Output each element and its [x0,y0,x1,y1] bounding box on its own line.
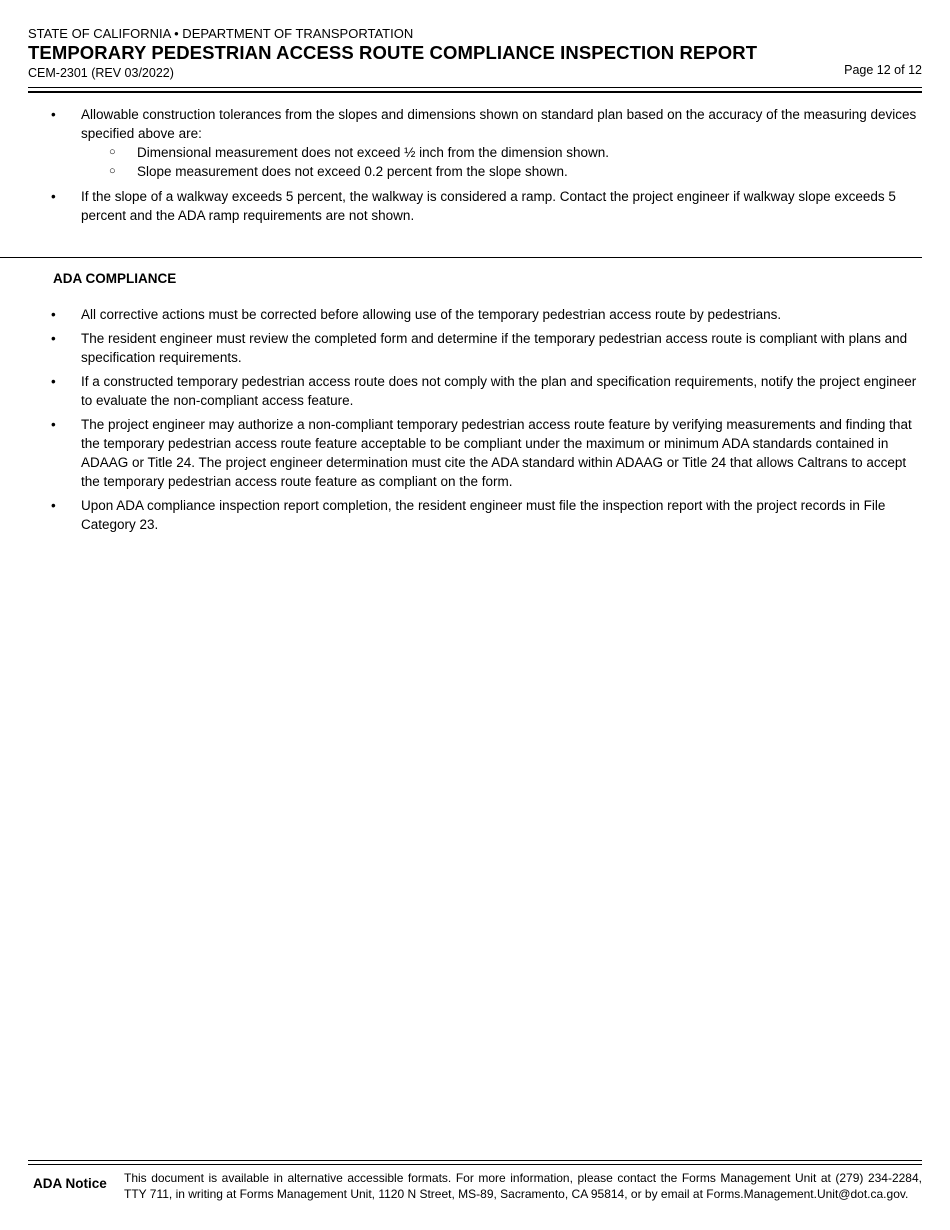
circle-bullet-icon: ○ [109,146,116,158]
section-heading: ADA COMPLIANCE [53,271,177,286]
list-item [28,496,922,534]
list-item [28,329,922,367]
form-title: TEMPORARY PEDESTRIAN ACCESS ROUTE COMPLIANCE INSPECTION REPORT [28,42,758,63]
bullet-icon: • [51,498,56,513]
bullet-icon: • [51,189,56,204]
list-item [28,105,922,181]
ada-notice-text: This document is available in alternative accessible formats. For more information, please contact the Forms Management Unit at (279) 234-2284, TTY 711, in writing at Forms Management Unit, 1120 N Street, MS-89, Sacramento, CA 95814, or by email at Forms.Management.Unit@dot.ca.gov. [124,1171,922,1201]
bullet-icon: • [51,331,56,346]
section-divider [0,257,922,258]
list-item-text: If the slope of a walkway exceeds 5 percent, the walkway is considered a ramp. Contact the project engineer if walkway slope exceeds 5 percent and the ADA ramp requirements are not shown. [81,189,896,223]
sub-list-item [81,143,922,162]
footer-divider-bottom [28,1164,922,1165]
list-item [28,415,922,491]
circle-bullet-icon: ○ [109,165,116,177]
list-item-text: Allowable construction tolerances from the slopes and dimensions shown on standard plan based on the accuracy of the measuring devices specified above are: [81,107,917,141]
sub-list-item [81,162,922,181]
sub-list-item-text: Slope measurement does not exceed 0.2 percent from the slope shown. [137,164,568,179]
agency-line: STATE OF CALIFORNIA • DEPARTMENT OF TRANSPORTATION [28,26,414,41]
list-item [28,187,922,225]
header-divider-thick [28,91,922,93]
ada-compliance-list [28,305,922,534]
sub-list-item-text: Dimensional measurement does not exceed ½ inch from the dimension shown. [137,145,609,160]
tolerances-section [28,105,922,231]
bullet-icon: • [51,374,56,389]
list-item [28,305,922,324]
tolerances-list [28,105,922,225]
list-item-text: All corrective actions must be corrected before allowing use of the temporary pedestrian access route by pedestrians. [81,307,782,322]
header-divider-thin [28,87,922,88]
bullet-icon: • [51,417,56,432]
bullet-icon: • [51,107,56,122]
bullet-icon: • [51,307,56,322]
page-number: Page 12 of 12 [844,63,922,77]
list-item-text: The project engineer may authorize a non-compliant temporary pedestrian access route feature by verifying measurements and finding that the temporary pedestrian access route feature acceptable to be compliant under the maximum or minimum ADA standards contained in ADAAG or Title 24. The project engineer determination must cite the ADA standard within ADAAG or Title 24 that allows Caltrans to accept the temporary pedestrian access route feature as compliant on the form. [81,417,912,489]
page-header [28,26,922,82]
list-item-text: The resident engineer must review the completed form and determine if the temporary pedestrian access route is compliant with plans and specification requirements. [81,331,908,365]
tolerance-sublist [81,143,922,181]
form-number: CEM-2301 (REV 03/2022) [28,66,174,80]
ada-compliance-section [28,270,922,539]
list-item-text: If a constructed temporary pedestrian access route does not comply with the plan and specification requirements, notify the project engineer to evaluate the non-compliant access feature. [81,374,917,408]
list-item-text: Upon ADA compliance inspection report completion, the resident engineer must file the inspection report with the project records in File Category 23. [81,498,886,532]
list-item [28,372,922,410]
ada-notice-label: ADA Notice [33,1176,107,1191]
footer-divider-top [28,1160,922,1161]
